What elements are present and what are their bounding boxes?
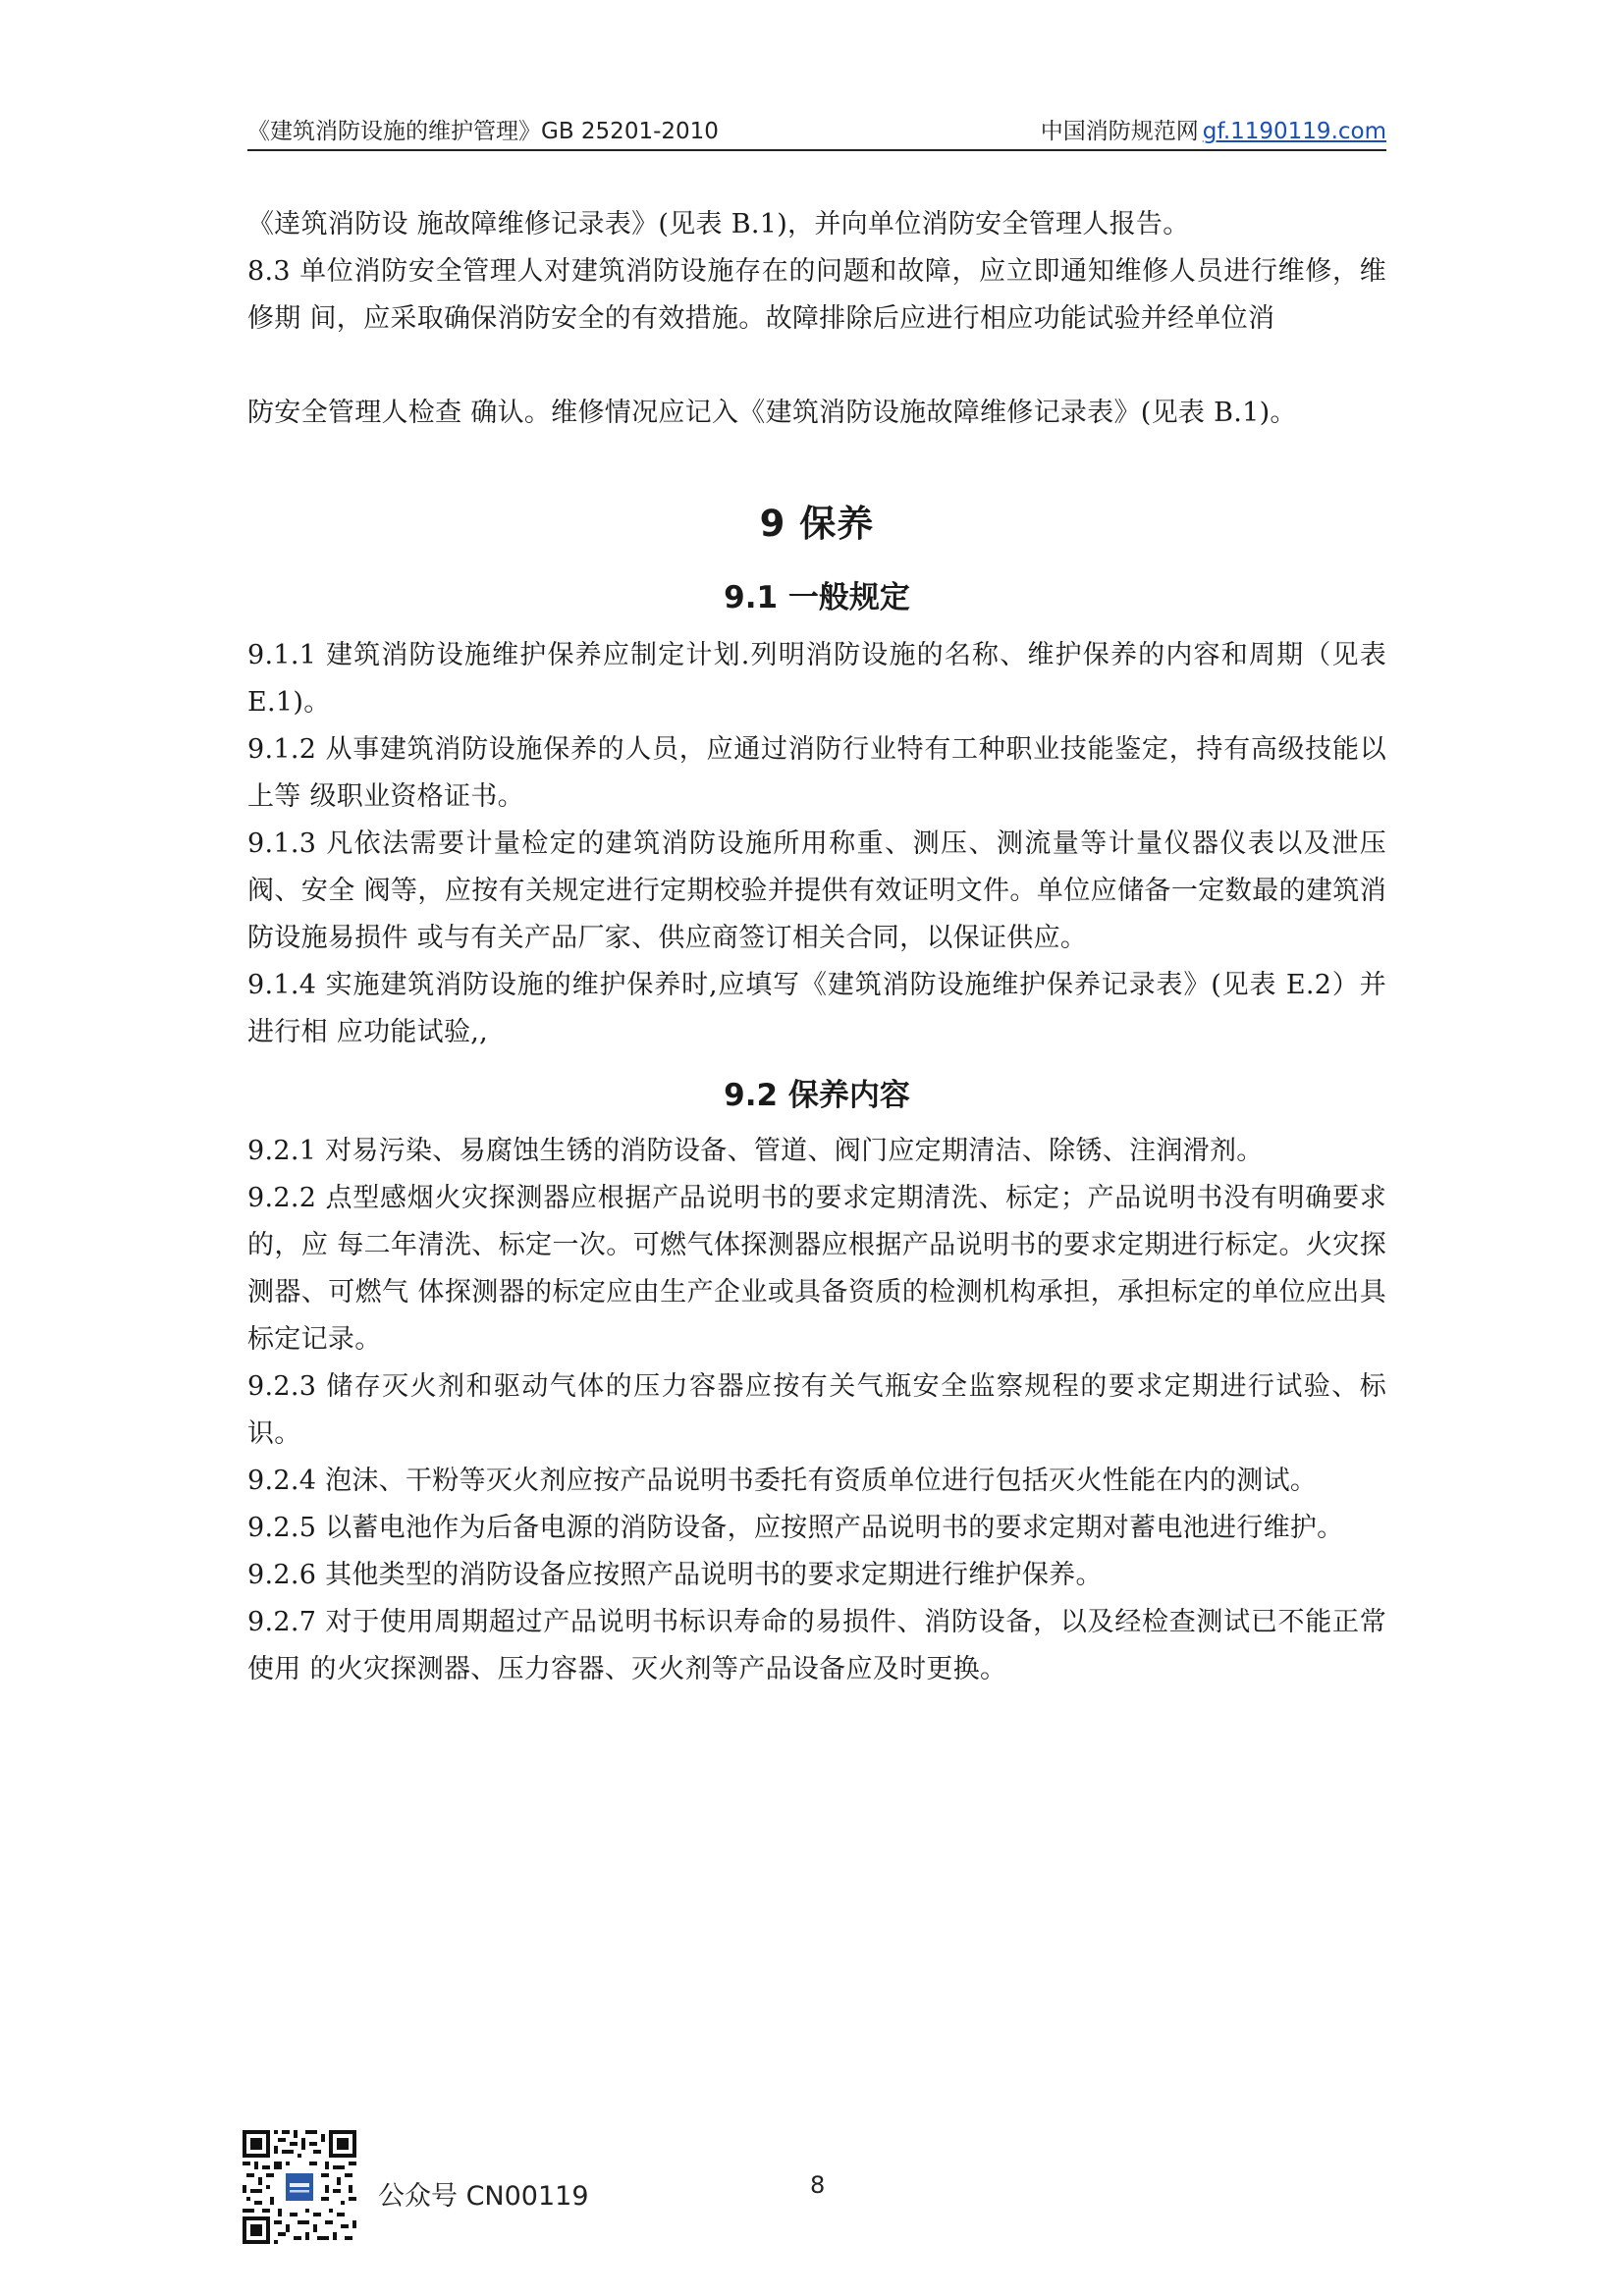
document-body bbox=[247, 201, 1386, 1693]
paragraph-9-2-5: 9.2.5 以蓄电池作为后备电源的消防设备，应按照产品说明书的要求定期对蓄电池进行维护。 bbox=[247, 1513, 1344, 1543]
page-number: 8 bbox=[810, 2171, 826, 2199]
paragraph-intro: 《逹筑消防设 施故障维修记录表》(见表 B.1)，并向单位消防安全管理人报告。 bbox=[247, 209, 1190, 240]
subsection-heading-9-1: 9.1 一般规定 bbox=[724, 580, 910, 615]
paragraph-9-2-2: 9.2.2 点型感烟火灾探测器应根据产品说明书的要求定期清洗、标定；产品说明书没有明确要求的，应 每二年清洗、标定一次。可燃气体探测器应根据产品说明书的要求定期进行标定。火灾探测器、可燃气 体探测器的标定应由生产企业或具备资质的检测机构承担，承担标定的单位应出具标定记录。 bbox=[247, 1183, 1386, 1355]
blank-line bbox=[247, 343, 1386, 390]
paragraph-9-2-7: 9.2.7 对于使用周期超过产品说明书标识寿命的易损件、消防设备，以及经检查测试已不能正常使用 的火灾探测器、压力容器、灭火剂等产品设备应及时更换。 bbox=[247, 1607, 1386, 1684]
site-info bbox=[1041, 113, 1386, 145]
wechat-account: 公众号 CN00119 bbox=[378, 2181, 589, 2212]
section-heading-9: 9 保养 bbox=[759, 503, 875, 545]
page-footer bbox=[243, 2130, 1391, 2248]
site-link[interactable]: gf.1190119.com bbox=[1202, 119, 1386, 144]
subsection-heading-9-2: 9.2 保养内容 bbox=[724, 1078, 910, 1113]
paragraph-9-1-4: 9.1.4 实施建筑消防设施的维护保养时,应填写《建筑消防设施维护保养记录表》(见表 E.2）并进行相 应功能试验,, bbox=[247, 970, 1386, 1047]
paragraph-8-3-cont: 防安全管理人检查 确认。维修情况应记入《建筑消防设施故障维修记录表》(见表 B.1)。 bbox=[247, 398, 1297, 428]
paragraph-9-1-2: 9.1.2 从事建筑消防设施保养的人员，应通过消防行业特有工种职业技能鉴定，持有高级技能以上等 级职业资格证书。 bbox=[247, 734, 1386, 812]
document-title: 《建筑消防设施的维护管理》GB 25201-2010 bbox=[247, 119, 719, 144]
page-header bbox=[247, 116, 1386, 151]
site-name: 中国消防规范网 bbox=[1040, 119, 1199, 144]
qr-code-icon bbox=[243, 2130, 356, 2244]
paragraph-8-3: 8.3 单位消防安全管理人对建筑消防设施存在的问题和故障，应立即通知维修人员进行维修，维修期 间，应采取确保消防安全的有效措施。故障排除后应进行相应功能试验并经单位消 bbox=[247, 256, 1386, 334]
paragraph-9-2-1: 9.2.1 对易污染、易腐蚀生锈的消防设备、管道、阀门应定期清洁、除锈、注润滑剂。 bbox=[247, 1136, 1264, 1166]
paragraph-9-2-4: 9.2.4 泡沫、干粉等灭火剂应按产品说明书委托有资质单位进行包括灭火性能在内的测试。 bbox=[247, 1466, 1318, 1496]
paragraph-9-2-3: 9.2.3 储存灭火剂和驱动气体的压力容器应按有关气瓶安全监察规程的要求定期进行试验、标识。 bbox=[247, 1371, 1386, 1449]
paragraph-9-1-1: 9.1.1 建筑消防设施维护保养应制定计划.列明消防设施的名称、维护保养的内容和周期（见表 E.1)。 bbox=[247, 640, 1386, 718]
paragraph-9-2-6: 9.2.6 其他类型的消防设备应按照产品说明书的要求定期进行维护保养。 bbox=[247, 1560, 1103, 1590]
paragraph-9-1-3: 9.1.3 凡依法需要计量检定的建筑消防设施所用称重、测压、测流量等计量仪器仪表以及泄压阀、安全 阀等，应按有关规定进行定期校验并提供有效证明文件。单位应储备一定数最的建筑消防设施易损件 或与有关产品厂家、供应商签订相关合同，以保证供应。 bbox=[247, 828, 1386, 953]
